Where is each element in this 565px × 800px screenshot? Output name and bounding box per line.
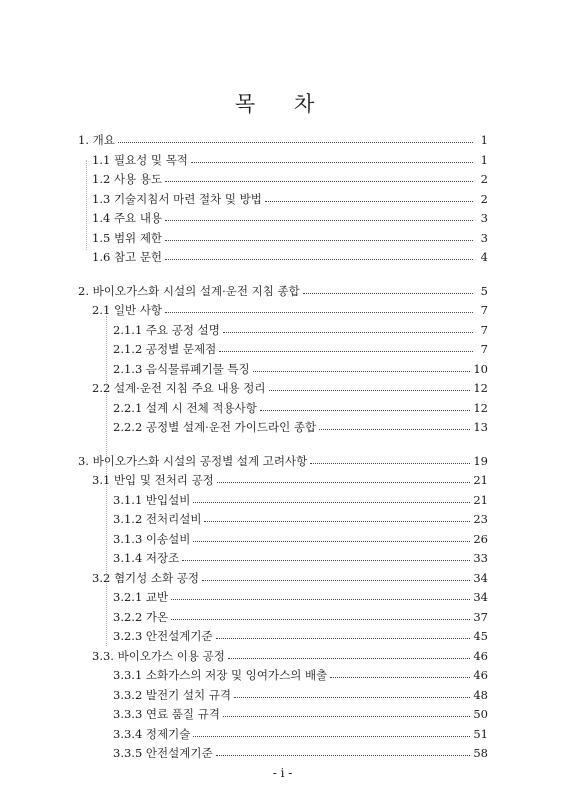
toc-entry[interactable] [92, 153, 488, 167]
toc-entry[interactable] [113, 420, 488, 434]
toc-entry-label: 3.3.1 소화가스의 저장 및 잉여가스의 배출 [113, 668, 328, 682]
toc-entry[interactable] [113, 512, 488, 526]
toc-leader-dots [165, 258, 473, 260]
toc-entry-label: 1.2 사용 용도 [92, 172, 163, 186]
toc-leader-dots [118, 141, 473, 143]
toc-entry-label: 2.1 일반 사항 [92, 303, 163, 317]
toc-leader-dots [182, 559, 470, 561]
toc-entry-label: 1.6 참고 문헌 [92, 250, 163, 264]
toc-entry-page: 7 [480, 342, 488, 356]
toc-leader-dots [223, 331, 473, 333]
toc-entry[interactable] [78, 454, 488, 468]
toc-entry[interactable] [113, 493, 488, 507]
toc-leader-dots [253, 370, 471, 372]
toc-entry[interactable] [92, 172, 488, 186]
toc-entry-label: 3.3. 바이오가스 이용 공정 [92, 648, 225, 663]
toc-entry[interactable] [78, 284, 488, 298]
toc-entry-label: 3.1.1 반입설비 [113, 492, 191, 507]
toc-entry-page: 12 [473, 381, 488, 395]
toc-entry[interactable] [113, 688, 488, 702]
toc-entry-page: 12 [473, 400, 488, 415]
toc-entry-label: 3.1.4 저장조 [113, 551, 180, 565]
toc-entry[interactable] [78, 133, 488, 147]
toc-leader-dots [228, 657, 470, 659]
toc-leader-dots [216, 637, 471, 639]
toc-leader-dots [165, 239, 473, 241]
toc-entry[interactable] [92, 303, 488, 317]
toc-entry[interactable] [92, 473, 488, 487]
toc-leader-dots [260, 409, 470, 411]
toc-entry-page: 3 [480, 230, 488, 245]
toc-entry-page: 2 [480, 191, 488, 206]
toc-entry[interactable] [113, 746, 488, 760]
toc-entry-label: 2. 바이오가스화 시설의 설계·운전 지침 종합 [78, 283, 300, 298]
toc-entry[interactable] [92, 231, 488, 245]
toc-entry-page: 26 [473, 531, 488, 546]
toc-leader-dots [165, 180, 473, 182]
toc-leader-dots [265, 200, 473, 202]
toc-entry-label: 3.3.5 안전설계기준 [113, 746, 213, 760]
toc-entry-label: 1.3 기술지침서 마련 절차 및 방법 [92, 191, 262, 206]
toc-entry-label: 1.5 범위 제한 [92, 230, 163, 245]
toc-entry-page: 33 [473, 551, 488, 565]
toc-leader-dots [204, 520, 470, 522]
toc-entry-label: 3.3.3 연료 품질 규격 [113, 707, 220, 721]
toc-leader-dots [193, 735, 470, 737]
toc-entry-page: 48 [473, 687, 488, 702]
toc-entry[interactable] [113, 668, 488, 682]
toc-entry-label: 3.1.2 전처리설비 [113, 512, 202, 526]
toc-entry-page: 46 [473, 668, 488, 682]
toc-leader-dots [223, 715, 470, 717]
toc-leader-dots [330, 676, 470, 678]
toc-entry[interactable] [113, 707, 488, 721]
toc-entry[interactable] [113, 727, 488, 741]
toc-entry-label: 2.1.1 주요 공정 설명 [113, 322, 220, 337]
guide-line-level2 [86, 160, 87, 250]
toc-entry-label: 1.4 주요 내용 [92, 211, 163, 225]
toc-leader-dots [234, 696, 470, 698]
toc-entry-page: 4 [480, 250, 488, 264]
toc-leader-dots [193, 501, 470, 503]
toc-entry-page: 45 [473, 629, 488, 643]
page-number-footer: - i - [272, 766, 293, 780]
toc-entry[interactable] [92, 211, 488, 225]
toc-leader-dots [219, 350, 473, 352]
toc-entry-page: 7 [480, 322, 488, 337]
toc-entry-page: 21 [473, 492, 488, 507]
toc-leader-dots [171, 598, 470, 600]
toc-entry-label: 3.2.3 안전설계기준 [113, 629, 213, 643]
toc-entry[interactable] [113, 610, 488, 624]
toc-entry-page: 3 [480, 211, 488, 225]
toc-entry[interactable] [92, 381, 488, 395]
toc-entry[interactable] [113, 551, 488, 565]
toc-entry[interactable] [113, 323, 488, 337]
toc-entry-page: 7 [480, 303, 488, 317]
toc-entry-page: 2 [480, 172, 488, 186]
toc-entry-page: 1 [480, 152, 488, 167]
toc-entry-label: 3.2.2 가온 [113, 609, 169, 624]
toc-entry[interactable] [92, 250, 488, 264]
toc-entry-label: 3.2.1 교반 [113, 590, 169, 604]
toc-entry-label: 2.1.3 음식물류폐기물 특징 [113, 361, 250, 376]
toc-entry-page: 34 [473, 570, 488, 585]
toc-entry[interactable] [113, 401, 488, 415]
toc-entry-page: 46 [473, 648, 488, 663]
toc-entry-label: 3. 바이오가스화 시설의 공정별 설계 고려사항 [78, 453, 308, 468]
toc-leader-dots [310, 462, 470, 464]
toc-entry[interactable] [113, 590, 488, 604]
toc-entry[interactable] [92, 571, 488, 585]
toc-entry-label: 3.1 반입 및 전처리 공정 [92, 473, 214, 487]
toc-leader-dots [269, 389, 471, 391]
toc-entry-label: 2.2 설계·운전 지침 주요 내용 정리 [92, 381, 266, 395]
toc-entry-label: 3.3.4 정제기술 [113, 726, 191, 741]
toc-entry-label: 1.1 필요성 및 목적 [92, 152, 188, 167]
toc-entry-label: 2.1.2 공정별 문제점 [113, 342, 217, 356]
toc-entry-page: 1 [480, 133, 488, 147]
toc-entry-page: 21 [473, 473, 488, 487]
toc-entry-page: 23 [473, 512, 488, 526]
toc-entry[interactable] [92, 192, 488, 206]
toc-entry-page: 19 [473, 453, 488, 468]
toc-entry-page: 50 [473, 707, 488, 721]
toc-entry-label: 2.2.2 공정별 설계·운전 가이드라인 종합 [113, 420, 317, 434]
toc-entry-page: 5 [480, 283, 488, 298]
toc-leader-dots [171, 618, 470, 620]
toc-leader-dots [165, 219, 473, 221]
toc-entry[interactable] [92, 649, 488, 663]
toc-leader-dots [319, 428, 470, 430]
toc-leader-dots [191, 161, 473, 163]
toc-entry[interactable] [113, 362, 488, 376]
toc-entry[interactable] [113, 342, 488, 356]
toc-entry[interactable] [113, 629, 488, 643]
toc-entry-label: 1. 개요 [78, 133, 115, 147]
toc-entry-page: 34 [473, 590, 488, 604]
toc-entry-page: 58 [473, 746, 488, 760]
toc-entry-label: 2.2.1 설계 시 전체 적용사항 [113, 400, 257, 415]
toc-entry-page: 51 [473, 726, 488, 741]
toc-leader-dots [217, 481, 471, 483]
toc-entry-page: 10 [473, 361, 488, 376]
page-title: 목 차 [234, 92, 331, 116]
toc-leader-dots [165, 311, 473, 313]
toc-leader-dots [216, 754, 471, 756]
toc-leader-dots [193, 540, 470, 542]
toc-entry-label: 3.2 혐기성 소화 공정 [92, 570, 200, 585]
toc-leader-dots [202, 579, 470, 581]
toc-entry-label: 3.1.3 이송설비 [113, 531, 191, 546]
toc-entry-page: 37 [473, 609, 488, 624]
toc-entry[interactable] [113, 532, 488, 546]
toc-entry-label: 3.3.2 발전기 설치 규격 [113, 687, 231, 702]
toc-leader-dots [303, 292, 473, 294]
toc-entry-page: 13 [473, 420, 488, 434]
